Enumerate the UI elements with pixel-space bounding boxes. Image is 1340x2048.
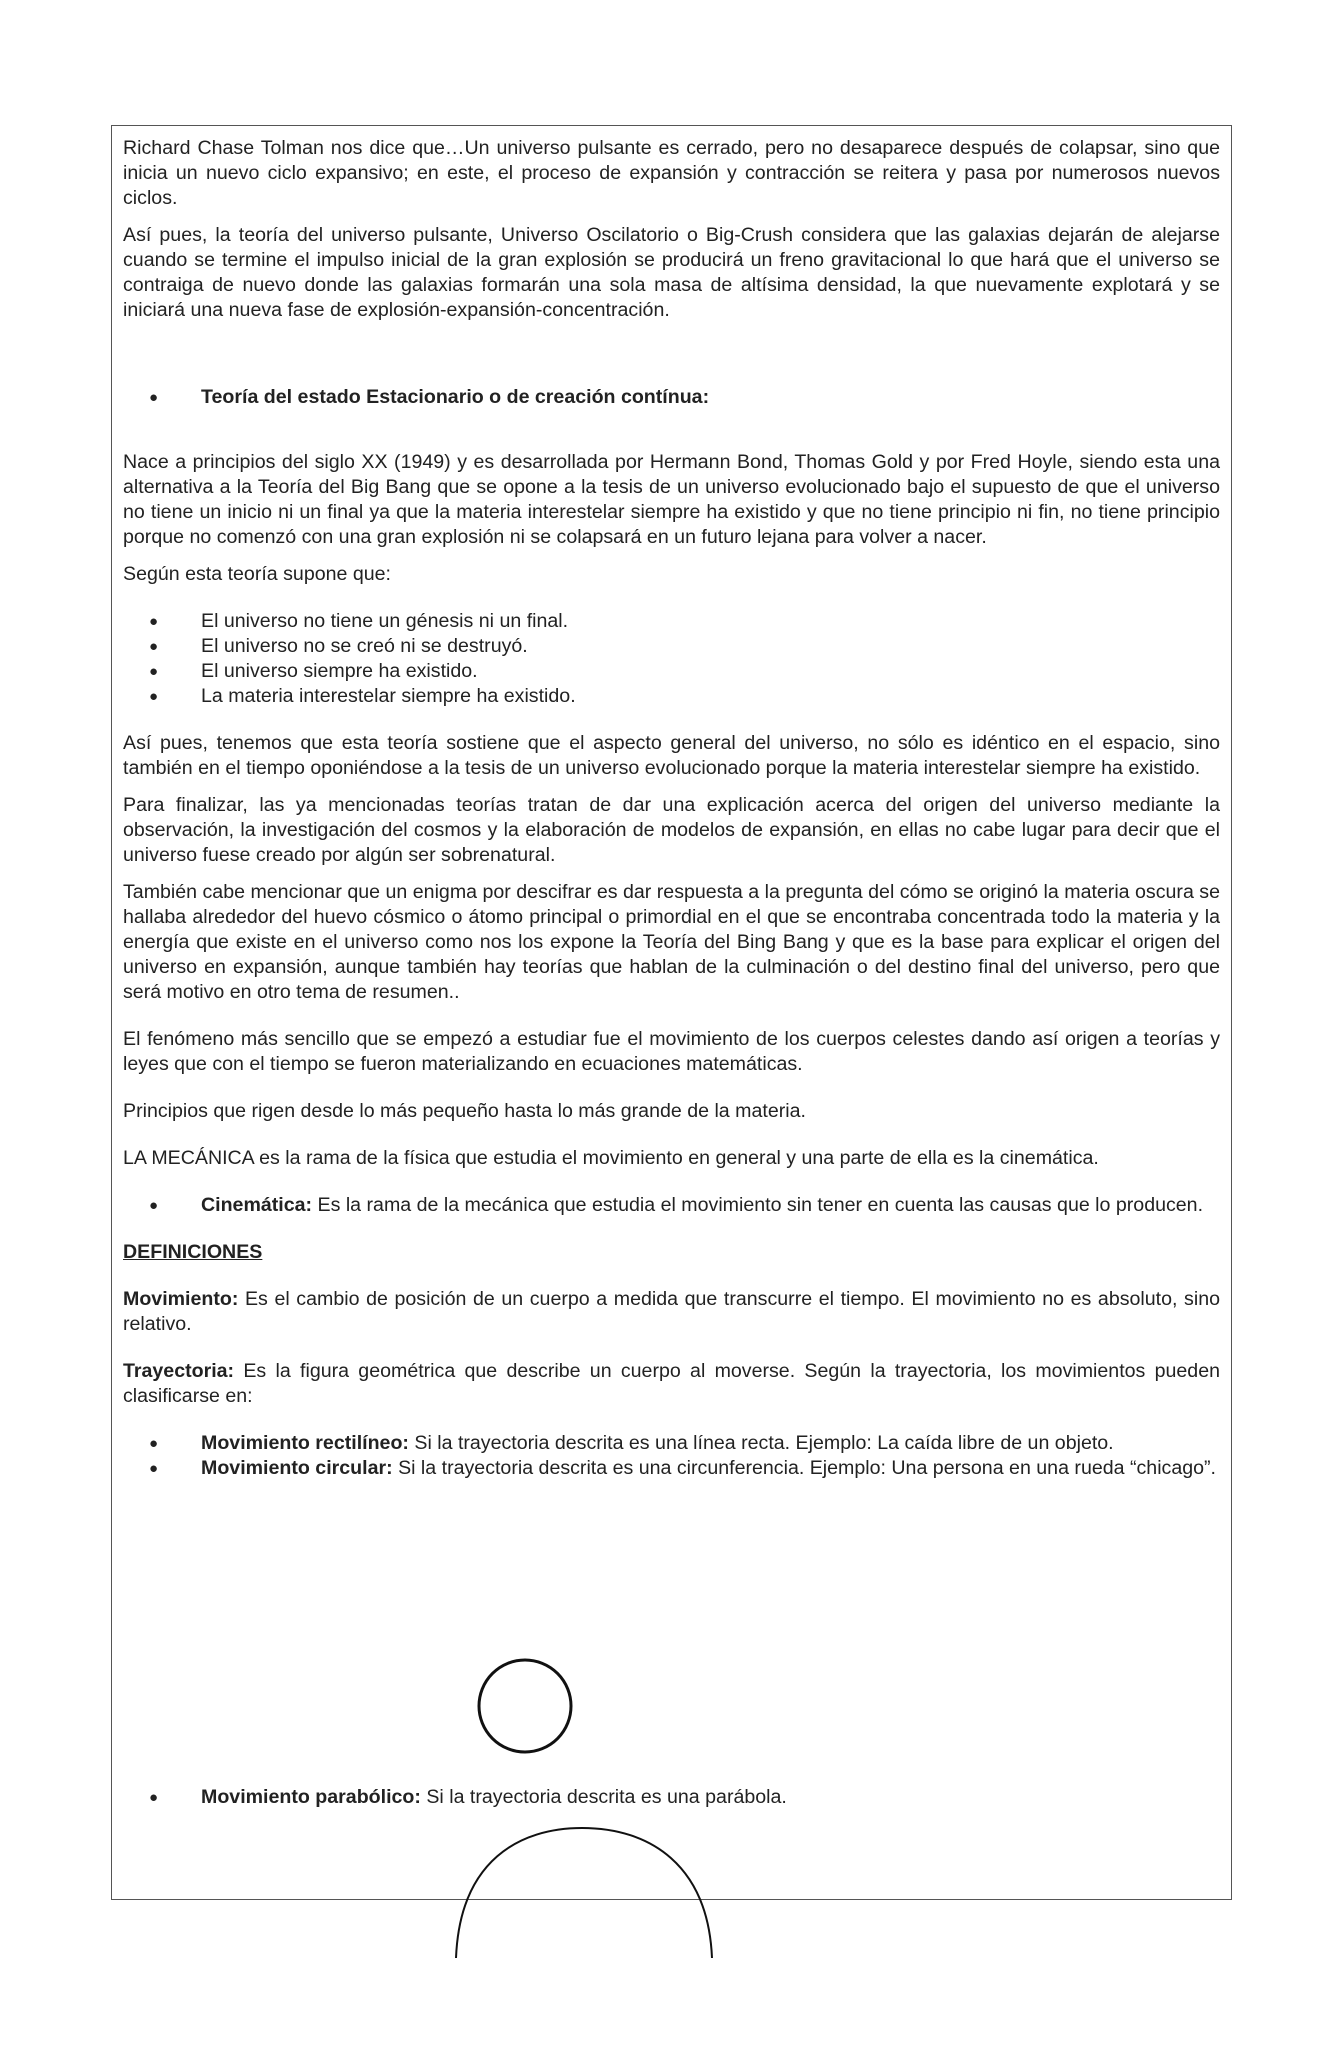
theory-points-list [123, 609, 1220, 709]
list-item-cinematica: ● Cinemática: Es la rama de la mecánica que estudia el movimiento sin tener en cuenta las causas que lo producen. [149, 1194, 1204, 1216]
paragraph-mechanics: LA MECÁNICA es la rama de la física que estudia el movimiento en general y una parte de ella es la cinemática. [123, 1147, 1099, 1169]
list-item-rectilineo: ● Movimiento rectilíneo: Si la trayectoria descrita es una línea recta. Ejemplo: La caída libre de un objeto. [149, 1432, 1114, 1454]
parabola-trajectory-figure [450, 1820, 720, 1960]
circle-trajectory-figure [475, 1656, 575, 1756]
paragraph-enigma: También cabe mencionar que un enigma por descifrar es dar respuesta a la pregunta del cómo se originó la materia oscura se hallaba alrededor del huevo cósmico o átomo principal o primordial en el que se encontraba concentrada todo la materia y la energía que existe en el universo como nos los expone la Teoría del Bing Bang y que es la base para explicar el origen del universo en expansión, aunque también hay teorías que hablan de la culminación o del destino final del universo, pero que será motivo en otro tema de resumen.. [123, 881, 1220, 1003]
list-item: ● El universo siempre ha existido. [149, 660, 478, 682]
paragraph-pulsating-universe: Así pues, la teoría del universo pulsante, Universo Oscilatorio o Big-Crush considera que las galaxias dejarán de alejarse cuando se termine el impulso inicial de la gran explosión se producirá un freno gravitacional lo que hará que el universo se contraiga de nuevo donde las galaxias formarán una sola masa de altísima densidad, la que nuevamente explotará y se iniciará una nueva fase de explosión-expansión-concentración. [123, 224, 1220, 321]
list-item-parabolico: ● Movimiento parabólico: Si la trayectoria descrita es una parábola. [149, 1786, 787, 1808]
bullet-icon: ● [149, 389, 159, 406]
bullet-icon: ● [149, 1197, 159, 1214]
list-item-circular: ● Movimiento circular: Si la trayectoria descrita es una circunferencia. Ejemplo: Una persona en una rueda “chicago”. [149, 1457, 1217, 1479]
paragraph-tolman: Richard Chase Tolman nos dice que…Un universo pulsante es cerrado, pero no desaparece después de colapsar, sino que inicia un nuevo ciclo expansivo; en este, el proceso de expansión y contracción se reitera y pasa por numerosos nuevos ciclos. [123, 137, 1220, 209]
list-item: ● La materia interestelar siempre ha existido. [149, 685, 576, 707]
definition-trayectoria: Trayectoria: Es la figura geométrica que describe un cuerpo al moverse. Según la trayectoria, los movimientos pueden clasificarse en: [123, 1360, 1220, 1407]
paragraph-steady-state: Nace a principios del siglo XX (1949) y es desarrollada por Hermann Bond, Thomas Gold y por Fred Hoyle, siendo esta una alternativa a la Teoría del Big Bang que se opone a la tesis de un universo evolucionado bajo el supuesto de que el universo no tiene un inicio ni un final ya que la materia interestelar siempre ha existido y que no tiene principio ni fin, no tiene principio porque no comenzó con una gran explosión ni se colapsará en un futuro lejana para volver a nacer. [123, 451, 1220, 548]
theory-heading: Teoría del estado Estacionario o de creación contínua: [201, 386, 710, 408]
theory-heading-list [123, 385, 1220, 410]
list-item: ● El universo no se creó ni se destruyó. [149, 635, 528, 657]
definition-movimiento: Movimiento: Es el cambio de posición de un cuerpo a medida que transcurre el tiempo. El movimiento no es absoluto, sino relativo. [123, 1288, 1220, 1335]
bullet-icon: ● [149, 613, 159, 630]
document-body [123, 136, 1220, 1481]
bullet-icon: ● [149, 688, 159, 705]
paragraph-steady-state-summary: Así pues, tenemos que esta teoría sostiene que el aspecto general del universo, no sólo es idéntico en el espacio, sino también en el tiempo oponiéndose a la tesis de un universo evolucionado porque la materia interestelar siempre ha existido. [123, 732, 1220, 779]
bullet-icon: ● [149, 1789, 159, 1806]
bullet-icon: ● [149, 1435, 159, 1452]
bullet-icon: ● [149, 663, 159, 680]
parabolic-section [123, 1785, 1220, 1810]
cinematica-list [123, 1193, 1220, 1218]
bullet-icon: ● [149, 1460, 159, 1477]
paragraph-conclusion: Para finalizar, las ya mencionadas teorías tratan de dar una explicación acerca del origen del universo mediante la observación, la investigación del cosmos y la elaboración de modelos de expansión, en ellas no cabe lugar para decir que el universo fuese creado por algún ser sobrenatural. [123, 794, 1220, 866]
paragraph-phenomenon: El fenómeno más sencillo que se empezó a estudiar fue el movimiento de los cuerpos celestes dando así origen a teorías y leyes que con el tiempo se fueron materializando en ecuaciones matemáticas. [123, 1028, 1220, 1075]
definitions-heading: DEFINICIONES [123, 1241, 263, 1263]
bullet-icon: ● [149, 638, 159, 655]
list-item: ● El universo no tiene un génesis ni un final. [149, 610, 569, 632]
movement-types-list [123, 1431, 1220, 1481]
parabolic-list [123, 1785, 1220, 1810]
paragraph-principles: Principios que rigen desde lo más pequeño hasta lo más grande de la materia. [123, 1100, 806, 1122]
paragraph-theory-supposes: Según esta teoría supone que: [123, 563, 391, 585]
theory-heading-item [123, 385, 1220, 410]
